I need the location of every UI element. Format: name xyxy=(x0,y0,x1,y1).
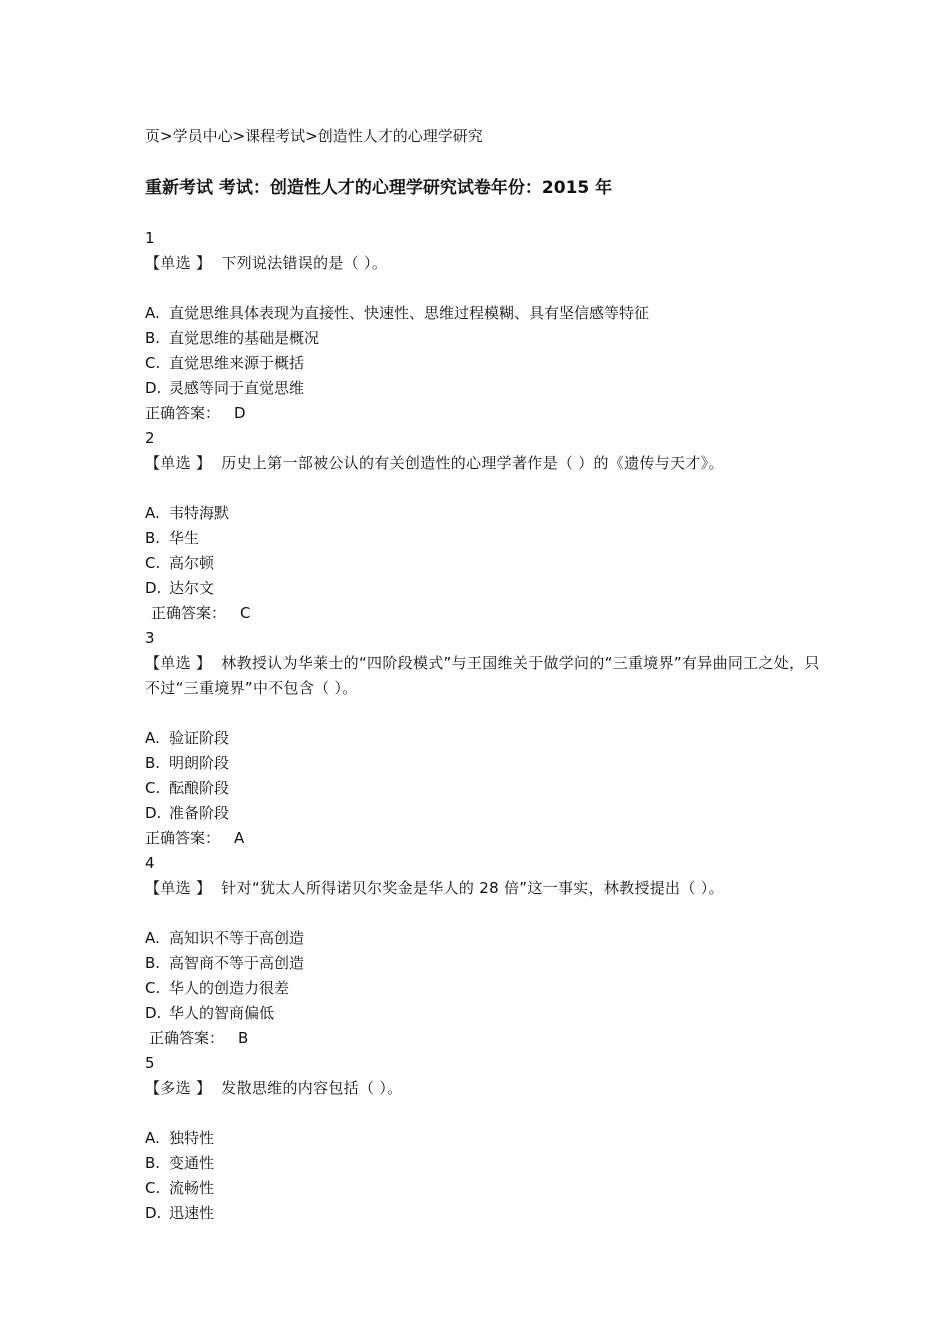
option-a xyxy=(145,926,825,951)
question-2 xyxy=(145,426,825,626)
option-text: 华人的智商偏低 xyxy=(169,1004,275,1022)
question-3 xyxy=(145,626,825,851)
correct-answer xyxy=(145,1026,825,1051)
option-text: 明朗阶段 xyxy=(169,754,230,772)
question-number: 2 xyxy=(145,429,155,447)
option-text: 韦特海默 xyxy=(169,504,230,522)
option-text: 达尔文 xyxy=(169,579,215,597)
option-c xyxy=(145,776,825,801)
option-c xyxy=(145,551,825,576)
option-letter: D. xyxy=(145,804,162,822)
option-d xyxy=(145,801,825,826)
spacer xyxy=(145,476,825,501)
option-text: 独特性 xyxy=(169,1129,215,1147)
option-letter: C. xyxy=(145,779,161,797)
question-type-tag: 【单选 】 xyxy=(145,454,212,472)
question-number: 4 xyxy=(145,854,155,872)
option-text: 变通性 xyxy=(169,1154,215,1172)
option-letter: D. xyxy=(145,579,162,597)
option-b xyxy=(145,326,825,351)
question-4 xyxy=(145,851,825,1051)
answer-value: C xyxy=(240,604,251,622)
page-title: 重新考试 考试：创造性人才的心理学研究试卷年份：2015 年 xyxy=(145,178,613,198)
option-d xyxy=(145,576,825,601)
question-type-tag: 【多选 】 xyxy=(145,1079,212,1097)
option-letter: A. xyxy=(145,729,160,747)
option-letter: D. xyxy=(145,1204,162,1222)
option-letter: C. xyxy=(145,354,161,372)
question-type-tag: 【单选 】 xyxy=(145,654,212,672)
spacer xyxy=(145,701,825,726)
option-c xyxy=(145,1176,825,1201)
option-letter: A. xyxy=(145,304,160,322)
question-text: 历史上第一部被公认的有关创造性的心理学著作是（ ）的《遗传与天才》。 xyxy=(221,454,724,472)
answer-label: 正确答案： xyxy=(151,604,227,622)
question-stem xyxy=(145,651,825,701)
question-text: 林教授认为华莱士的“四阶段模式”与王国维关于做学问的“三重境界”有异曲同工之处，只不过“三重境界”中不包含（ ）。 xyxy=(145,654,820,697)
correct-answer xyxy=(145,601,825,626)
option-text: 酝酿阶段 xyxy=(169,779,230,797)
option-letter: B. xyxy=(145,529,161,547)
question-number: 5 xyxy=(145,1054,155,1072)
option-d xyxy=(145,1001,825,1026)
option-d xyxy=(145,376,825,401)
option-b xyxy=(145,526,825,551)
option-text: 流畅性 xyxy=(169,1179,215,1197)
option-text: 灵感等同于直觉思维 xyxy=(169,379,305,397)
option-text: 直觉思维来源于概括 xyxy=(169,354,305,372)
question-1 xyxy=(145,226,825,426)
answer-value: A xyxy=(234,829,245,847)
question-5 xyxy=(145,1051,825,1226)
answer-value: D xyxy=(234,404,246,422)
question-stem xyxy=(145,451,825,476)
answer-value: B xyxy=(238,1029,249,1047)
option-text: 直觉思维的基础是概况 xyxy=(169,329,320,347)
option-letter: B. xyxy=(145,329,161,347)
option-text: 直觉思维具体表现为直接性、快速性、思维过程模糊、具有坚信感等特征 xyxy=(169,304,650,322)
option-letter: D. xyxy=(145,379,162,397)
question-text: 针对“犹太人所得诺贝尔奖金是华人的 28 倍”这一事实，林教授提出（ ）。 xyxy=(221,879,724,897)
correct-answer xyxy=(145,826,825,851)
option-c xyxy=(145,351,825,376)
option-text: 华生 xyxy=(169,529,200,547)
option-d xyxy=(145,1201,825,1226)
exam-document xyxy=(145,125,825,1226)
option-c xyxy=(145,976,825,1001)
option-letter: B. xyxy=(145,1154,161,1172)
option-letter: B. xyxy=(145,754,161,772)
question-stem xyxy=(145,1076,825,1101)
option-letter: C. xyxy=(145,554,161,572)
option-a xyxy=(145,726,825,751)
option-letter: A. xyxy=(145,504,160,522)
option-text: 华人的创造力很差 xyxy=(169,979,290,997)
option-text: 迅速性 xyxy=(169,1204,215,1222)
spacer xyxy=(145,901,825,926)
option-b xyxy=(145,751,825,776)
option-a xyxy=(145,501,825,526)
option-letter: C. xyxy=(145,1179,161,1197)
option-a xyxy=(145,301,825,326)
question-type-tag: 【单选 】 xyxy=(145,254,212,272)
option-text: 验证阶段 xyxy=(169,729,230,747)
breadcrumb: 页>学员中心>课程考试>创造性人才的心理学研究 xyxy=(145,127,483,145)
option-b xyxy=(145,951,825,976)
answer-label: 正确答案： xyxy=(149,1029,225,1047)
option-b xyxy=(145,1151,825,1176)
answer-label: 正确答案： xyxy=(145,829,221,847)
option-letter: A. xyxy=(145,1129,160,1147)
correct-answer xyxy=(145,401,825,426)
option-letter: A. xyxy=(145,929,160,947)
option-text: 高尔顿 xyxy=(169,554,215,572)
answer-label: 正确答案： xyxy=(145,404,221,422)
option-text: 准备阶段 xyxy=(169,804,230,822)
option-a xyxy=(145,1126,825,1151)
question-stem xyxy=(145,876,825,901)
option-letter: B. xyxy=(145,954,161,972)
question-type-tag: 【单选 】 xyxy=(145,879,212,897)
spacer xyxy=(145,276,825,301)
spacer xyxy=(145,1101,825,1126)
option-letter: C. xyxy=(145,979,161,997)
question-number: 1 xyxy=(145,229,155,247)
option-letter: D. xyxy=(145,1004,162,1022)
question-text: 下列说法错误的是（ ）。 xyxy=(221,254,388,272)
option-text: 高知识不等于高创造 xyxy=(169,929,305,947)
option-text: 高智商不等于高创造 xyxy=(169,954,305,972)
question-text: 发散思维的内容包括（ ）。 xyxy=(221,1079,403,1097)
question-stem xyxy=(145,251,825,276)
question-number: 3 xyxy=(145,629,155,647)
